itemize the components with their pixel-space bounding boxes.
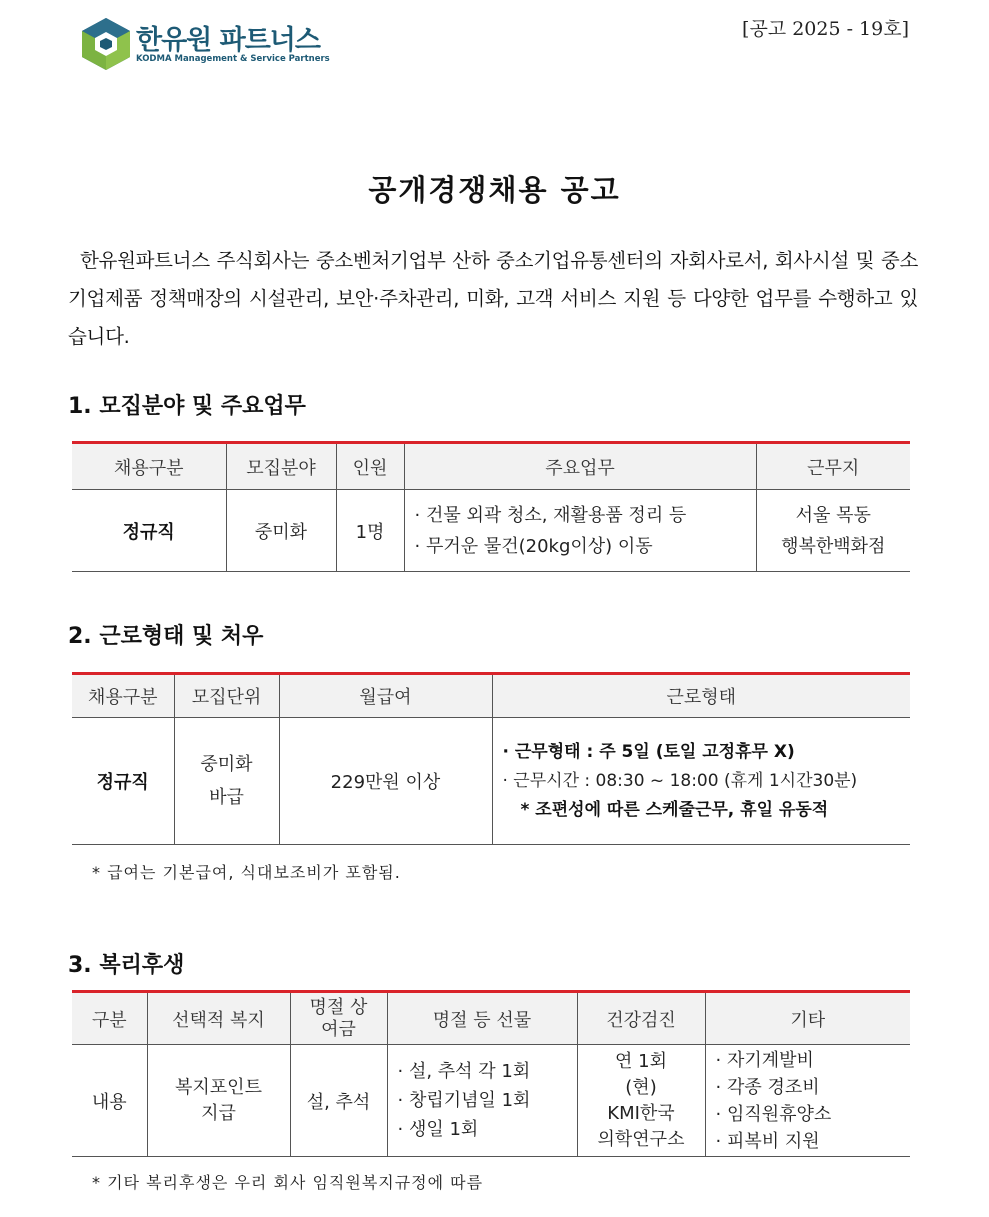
- welfare-line: 지급: [201, 1102, 236, 1124]
- main-duties: [404, 490, 756, 572]
- gift-item: · 창립기념일 1회: [397, 1090, 531, 1111]
- location-line: 행복한백화점: [781, 535, 886, 557]
- other-benefits: [705, 1045, 910, 1157]
- gift-item: · 생일 1회: [397, 1119, 479, 1140]
- company-logo: [80, 16, 330, 74]
- holiday-bonus: 설, 추석: [290, 1045, 387, 1157]
- work-item: * 조편성에 따른 스케줄근무, 휴일 유동적: [520, 799, 829, 820]
- table-header: 구분: [72, 992, 147, 1045]
- section1-heading: 1. 모집분야 및 주요업무: [68, 394, 306, 419]
- section2-heading: 2. 근로형태 및 처우: [68, 624, 264, 649]
- checkup-line: KMI한국: [607, 1102, 675, 1124]
- table-header: 모집단위: [174, 674, 279, 718]
- unit-line: 바급: [209, 787, 244, 808]
- logo-subtitle: KODMA Management & Service Partners: [136, 54, 330, 64]
- section3-heading: 3. 복리후생: [68, 953, 185, 978]
- salary-note: * 급여는 기본급여, 식대보조비가 포함됨.: [92, 863, 401, 882]
- table-row: [72, 1045, 910, 1157]
- gift-item: · 설, 추석 각 1회: [397, 1061, 531, 1082]
- selective-welfare: [147, 1045, 290, 1157]
- benefit-item: · 각종 경조비: [715, 1076, 820, 1098]
- work-conditions: [492, 718, 910, 845]
- checkup-line: (현): [625, 1076, 657, 1098]
- table-header: 근로형태: [492, 674, 910, 718]
- work-item: · 근무형태 : 주 5일 (토일 고정휴무 X): [502, 741, 795, 762]
- welfare-table: [72, 990, 910, 1157]
- table-header: 주요업무: [404, 443, 756, 490]
- table-header: 채용구분: [72, 443, 226, 490]
- recruit-unit: [174, 718, 279, 845]
- monthly-salary: 229만원 이상: [279, 718, 492, 845]
- checkup-line: 연 1회: [615, 1050, 667, 1072]
- notice-number: [공고 2025 - 19호]: [742, 18, 909, 40]
- holiday-gifts: [387, 1045, 577, 1157]
- logo-name: 한유원 파트너스: [136, 25, 320, 56]
- benefit-item: · 피복비 지원: [715, 1130, 820, 1152]
- conditions-table: [72, 672, 910, 845]
- unit-line: 중미화: [200, 754, 253, 775]
- table-header: 근무지: [756, 443, 910, 490]
- employment-type: 정규직: [72, 490, 226, 572]
- table-header: 명절 등 선물: [387, 992, 577, 1045]
- head-count: 1명: [336, 490, 404, 572]
- row-label: 내용: [72, 1045, 147, 1157]
- table-header: 인원: [336, 443, 404, 490]
- work-location: [756, 490, 910, 572]
- table-header: 건강검진: [577, 992, 705, 1045]
- logo-hexagon-icon: [80, 16, 132, 72]
- intro-paragraph: 한유원파트너스 주식회사는 중소벤처기업부 산하 중소기업유통센터의 자회사로서, 회사시설 및 중소기업제품 정책매장의 시설관리, 보안·주차관리, 미화, 고객 서비스 지원 등 다양한 업무를 수행하고 있습니다.: [68, 249, 918, 348]
- page-title: 공개경쟁채용 공고: [368, 173, 621, 207]
- health-checkup: [577, 1045, 705, 1157]
- table-header: 모집분야: [226, 443, 336, 490]
- duty-item: · 무거운 물건(20kg이상) 이동: [414, 535, 653, 557]
- recruitment-table: [72, 441, 910, 572]
- checkup-line: 의학연구소: [597, 1128, 685, 1150]
- table-header: 명절 상여금: [290, 992, 387, 1045]
- benefit-item: · 자기계발비: [715, 1049, 814, 1071]
- table-row: [72, 490, 910, 572]
- employment-type: 정규직: [72, 718, 174, 845]
- table-header: 기타: [705, 992, 910, 1045]
- table-header: 월급여: [279, 674, 492, 718]
- welfare-line: 복지포인트: [175, 1076, 262, 1098]
- table-row: [72, 718, 910, 845]
- duty-item: · 건물 외곽 청소, 재활용품 정리 등: [414, 504, 687, 526]
- work-item: · 근무시간 : 08:30 ~ 18:00 (휴게 1시간30분): [502, 770, 858, 791]
- table-header: 선택적 복지: [147, 992, 290, 1045]
- welfare-note: * 기타 복리후생은 우리 회사 임직원복지규정에 따름: [92, 1173, 484, 1192]
- table-header: 채용구분: [72, 674, 174, 718]
- benefit-item: · 임직원휴양소: [715, 1103, 832, 1125]
- location-line: 서울 목동: [795, 504, 871, 526]
- recruit-field: 중미화: [226, 490, 336, 572]
